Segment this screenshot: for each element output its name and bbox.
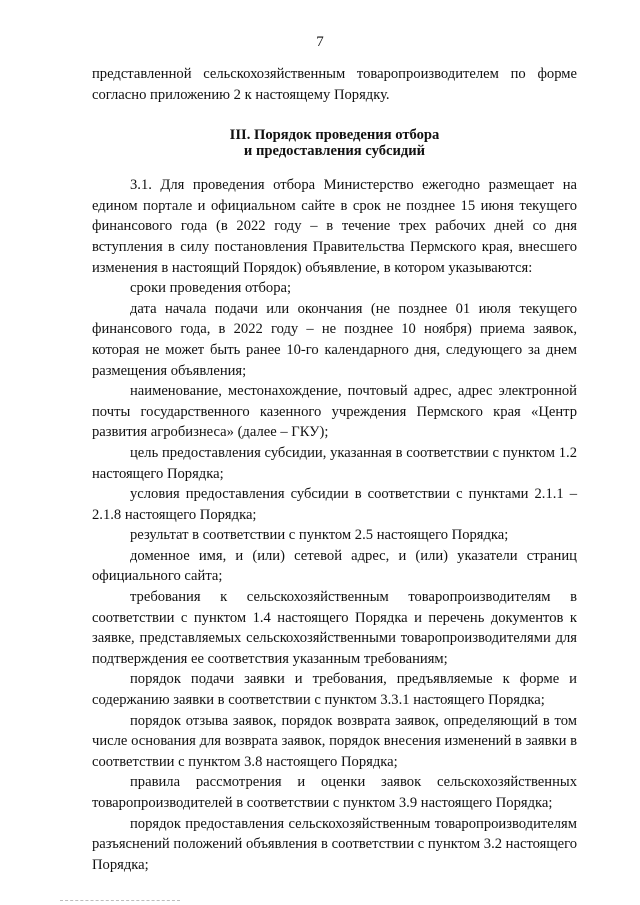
list-item-requirements: требования к сельскохозяйственным товаропроизводителям в соответствии с пунктом 1.4 настоящего Порядка и перечень документов к заявке, представляемых сельскохозяйственными товаропроизводителями для подтверждения ее соответствия указанным требованиям; — [92, 589, 577, 667]
list-item-selection-dates: сроки проведения отбора; — [130, 280, 292, 297]
list-item-result: результат в соответствии с пунктом 2.5 настоящего Порядка; — [130, 527, 509, 544]
list-item-withdrawal-order: порядок отзыва заявок, порядок возврата заявок, определяющий в том числе основания для возврата заявок, порядок внесения изменений в заявки в соответствии с пунктом 3.8 настоящего Порядка; — [92, 712, 577, 770]
document-body — [92, 64, 577, 875]
intro-paragraph: представленной сельскохозяйственным товаропроизводителем по форме согласно приложению 2 к настоящему Порядку. — [92, 66, 577, 103]
list-item-application-dates: дата начала подачи или окончания (не позднее 01 июля текущего финансового года, в 2022 году – не позднее 10 ноября) приема заявок, которая не может быть ранее 10-го календарного дня, следующего за днем размещения объявления; — [92, 300, 577, 379]
list-item-clarification-order: порядок предоставления сельскохозяйственным товаропроизводителям разъяснений положений объявления в соответствии с пунктом 3.2 настоящего Порядка; — [92, 815, 577, 873]
list-item-submission-order: порядок подачи заявки и требования, предъявляемые к форме и содержанию заявки в соответствии с пунктом 3.3.1 настоящего Порядка; — [92, 671, 577, 709]
list-item-subsidy-goal: цель предоставления субсидии, указанная в соответствии с пунктом 1.2 настоящего Порядка; — [92, 444, 577, 482]
page-number: 7 — [316, 34, 324, 50]
list-item-evaluation-rules: правила рассмотрения и оценки заявок сельскохозяйственных товаропроизводителей в соответствии с пунктом 3.9 настоящего Порядка; — [92, 774, 577, 811]
list-item-subsidy-conditions: условия предоставления субсидии в соответствии с пунктами 2.1.1 – 2.1.8 настоящего Порядка; — [92, 486, 577, 523]
section-heading-line-1: III. Порядок проведения отбора — [229, 127, 440, 144]
footer-mark — [60, 900, 180, 902]
section-heading — [92, 127, 577, 159]
paragraph-3-1: 3.1. Для проведения отбора Министерство ежегодно размещает на едином портале и официальном сайте в срок не позднее 15 июня текущего финансового года (в 2022 году – в течение трех рабочих дней со дня вступления в силу постановления Правительства Пермского края, внесшего изменения в настоящий Порядок) объявление, в котором указываются: — [92, 177, 577, 276]
section-heading-line-2: и предоставления субсидий — [243, 143, 426, 160]
list-item-gku-address: наименование, местонахождение, почтовый адрес, адрес электронной почты государственного казенного учреждения Пермского края «Центр развития агробизнеса» (далее – ГКУ); — [92, 383, 577, 441]
list-item-domain-name: доменное имя, и (или) сетевой адрес, и (или) указатели страниц официального сайта; — [92, 547, 577, 585]
